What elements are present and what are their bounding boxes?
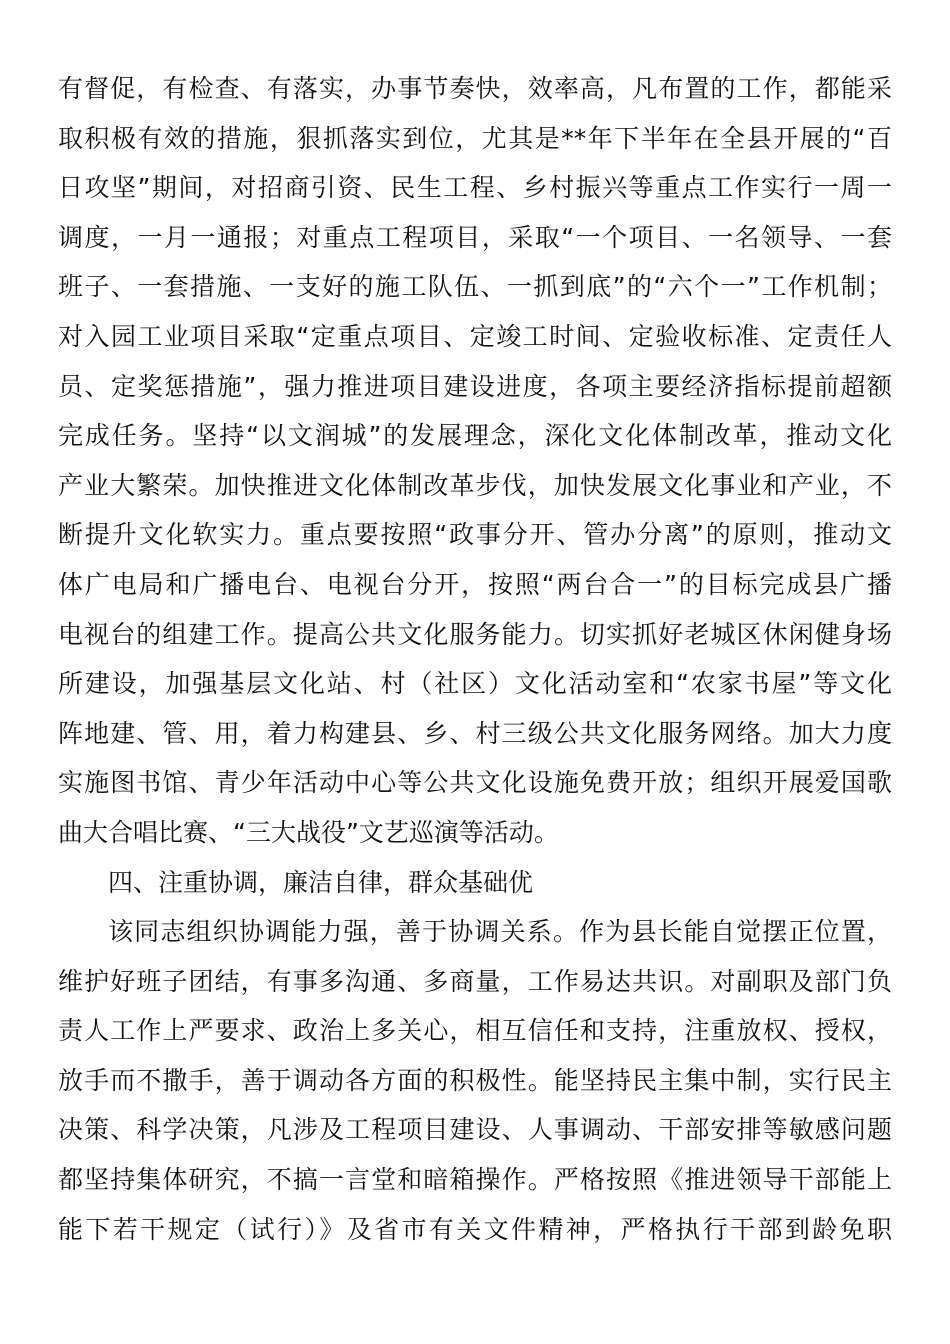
- text-line: 体广电局和广播电台、电视台分开，按照“两台合一”的目标完成县广播: [58, 569, 892, 599]
- text-line: 阵地建、管、用，着力构建县、乡、村三级公共文化服务网络。加大力度: [58, 718, 892, 748]
- section-heading: 四、注重协调，廉洁自律，群众基础优: [108, 867, 534, 897]
- text-line: 都坚持集体研究，不搞一言堂和暗箱操作。严格按照《推进领导干部能上: [58, 1165, 892, 1195]
- text-line: 日攻坚”期间，对招商引资、民生工程、乡村振兴等重点工作实行一周一: [58, 173, 892, 203]
- text-line: 取积极有效的措施，狠抓落实到位，尤其是**年下半年在全县开展的“百: [58, 123, 892, 153]
- text-line: 电视台的组建工作。提高公共文化服务能力。切实抓好老城区休闲健身场: [58, 619, 892, 649]
- text-line: 所建设，加强基层文化站、村（社区）文化活动室和“农家书屋”等文化: [58, 669, 892, 699]
- text-line: 责人工作上严要求、政治上多关心，相互信任和支持，注重放权、授权，: [58, 1016, 892, 1046]
- text-line: 产业大繁荣。加快推进文化体制改革步伐，加快发展文化事业和产业，不: [58, 470, 892, 500]
- text-line: 完成任务。坚持“以文润城”的发展理念，深化文化体制改革，推动文化: [58, 421, 892, 451]
- text-line: 班子、一套措施、一支好的施工队伍、一抓到底”的“六个一”工作机制；: [58, 272, 892, 302]
- text-line: 有督促，有检查、有落实，办事节奏快，效率高，凡布置的工作，都能采: [58, 74, 892, 103]
- text-line: 员、定奖惩措施”，强力推进项目建设进度，各项主要经济指标提前超额: [58, 371, 892, 401]
- text-line: 断提升文化软实力。重点要按照“政事分开、管办分离”的原则，推动文: [58, 520, 892, 550]
- paragraph-first-line: 该同志组织协调能力强，善于协调关系。作为县长能自觉摆正位置，: [108, 917, 892, 947]
- text-line: 维护好班子团结，有事多沟通、多商量，工作易达共识。对副职及部门负: [58, 966, 892, 996]
- text-line: 实施图书馆、青少年活动中心等公共文化设施免费开放；组织开展爱国歌: [58, 768, 892, 798]
- text-line: 放手而不撒手，善于调动各方面的积极性。能坚持民主集中制，实行民主: [58, 1065, 892, 1095]
- body-text: [58, 64, 892, 1254]
- paragraph-end-line: 曲大合唱比赛、“三大战役”文艺巡演等活动。: [58, 817, 559, 847]
- text-line: 决策、科学决策，凡涉及工程项目建设、人事调动、干部安排等敏感问题: [58, 1115, 892, 1145]
- text-line: 能下若干规定（试行）》及省市有关文件精神，严格执行干部到龄免职: [58, 1214, 892, 1244]
- text-line: 调度，一月一通报；对重点工程项目，采取“一个项目、一名领导、一套: [58, 222, 892, 252]
- text-line: 对入园工业项目采取“定重点项目、定竣工时间、定验收标准、定责任人: [58, 321, 892, 351]
